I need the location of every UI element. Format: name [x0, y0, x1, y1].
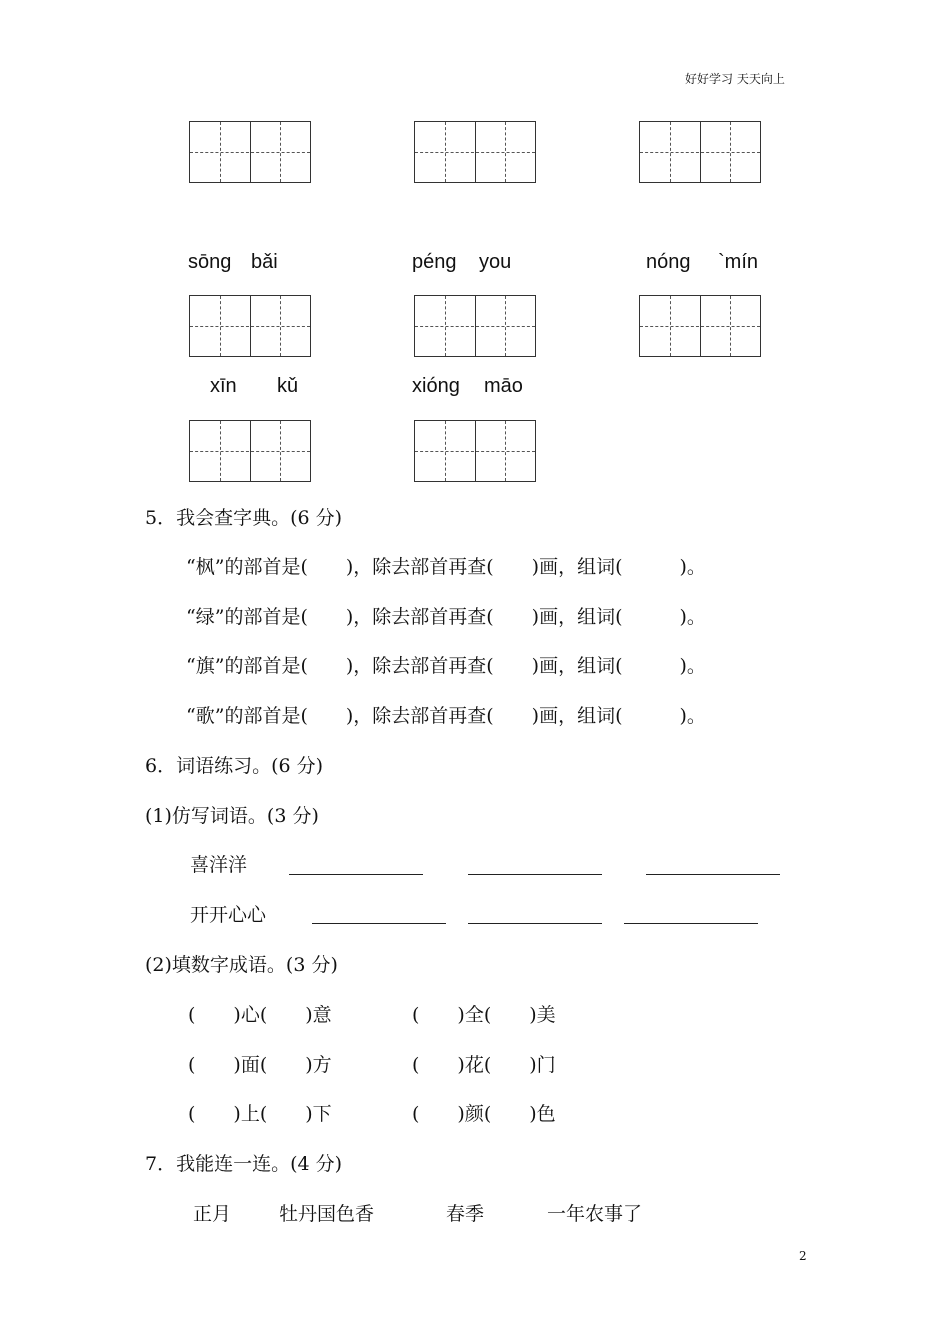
- question-6-sub2: (2)填数字成语。(3 分): [145, 954, 338, 976]
- answer-blank[interactable]: [624, 923, 758, 924]
- idiom-item[interactable]: ( )颜( )色: [412, 1103, 556, 1125]
- pinyin-syllable: sōng: [188, 251, 232, 273]
- match-item[interactable]: 正月: [193, 1203, 232, 1225]
- row-text: 的部首是( )，除去部首再查( )画，组词( )。: [224, 655, 706, 677]
- writing-grid[interactable]: [189, 121, 311, 183]
- page-header: 好好学习 天天向上: [685, 72, 785, 86]
- pinyin-syllable: xióng: [412, 375, 460, 397]
- pinyin-syllable: māo: [484, 375, 523, 397]
- example-word: 喜洋洋: [190, 854, 248, 876]
- row-text: 的部首是( )，除去部首再查( )画，组词( )。: [224, 606, 706, 628]
- question-7-title: 7．我能连一连。(4 分): [145, 1153, 343, 1175]
- idiom-item[interactable]: ( )全( )美: [412, 1004, 556, 1026]
- question-6-title: 6．词语练习。(6 分): [145, 755, 324, 777]
- dictionary-row[interactable]: [186, 651, 706, 678]
- match-item[interactable]: 牡丹国色香: [279, 1203, 375, 1225]
- idiom-item[interactable]: ( )花( )门: [412, 1054, 556, 1076]
- target-char: “歌”: [186, 705, 225, 727]
- dictionary-row[interactable]: [186, 701, 706, 728]
- writing-grid[interactable]: [639, 121, 761, 183]
- pinyin-syllable: kǔ: [277, 375, 299, 397]
- example-word: 开开心心: [190, 904, 267, 926]
- idiom-item[interactable]: ( )心( )意: [188, 1004, 332, 1026]
- writing-grid[interactable]: [414, 420, 536, 482]
- pinyin-syllable: péng: [412, 251, 457, 273]
- target-char: “枫”: [186, 556, 225, 578]
- match-item[interactable]: 春季: [446, 1203, 485, 1225]
- page-number: 2: [799, 1249, 807, 1263]
- target-char: “旗”: [186, 655, 225, 677]
- answer-blank[interactable]: [646, 874, 780, 875]
- answer-blank[interactable]: [468, 923, 602, 924]
- writing-grid[interactable]: [639, 295, 761, 357]
- row-text: 的部首是( )，除去部首再查( )画，组词( )。: [224, 705, 706, 727]
- pinyin-syllable: `mín: [718, 251, 758, 273]
- question-6-sub1: (1)仿写词语。(3 分): [145, 805, 319, 827]
- row-text: 的部首是( )，除去部首再查( )画，组词( )。: [224, 556, 706, 578]
- dictionary-row[interactable]: [186, 602, 706, 629]
- writing-grid[interactable]: [414, 295, 536, 357]
- dictionary-row[interactable]: [186, 552, 706, 579]
- pinyin-syllable: xīn: [210, 375, 237, 397]
- pinyin-syllable: nóng: [646, 251, 691, 273]
- target-char: “绿”: [186, 606, 225, 628]
- idiom-item[interactable]: ( )上( )下: [188, 1103, 332, 1125]
- match-item[interactable]: 一年农事了: [547, 1203, 643, 1225]
- idiom-item[interactable]: ( )面( )方: [188, 1054, 332, 1076]
- writing-grid[interactable]: [189, 295, 311, 357]
- writing-grid[interactable]: [414, 121, 536, 183]
- pinyin-syllable: you: [479, 251, 512, 273]
- answer-blank[interactable]: [289, 874, 423, 875]
- answer-blank[interactable]: [468, 874, 602, 875]
- pinyin-syllable: bǎi: [251, 251, 278, 273]
- question-5-title: 5．我会查字典。(6 分): [145, 507, 343, 529]
- writing-grid[interactable]: [189, 420, 311, 482]
- answer-blank[interactable]: [312, 923, 446, 924]
